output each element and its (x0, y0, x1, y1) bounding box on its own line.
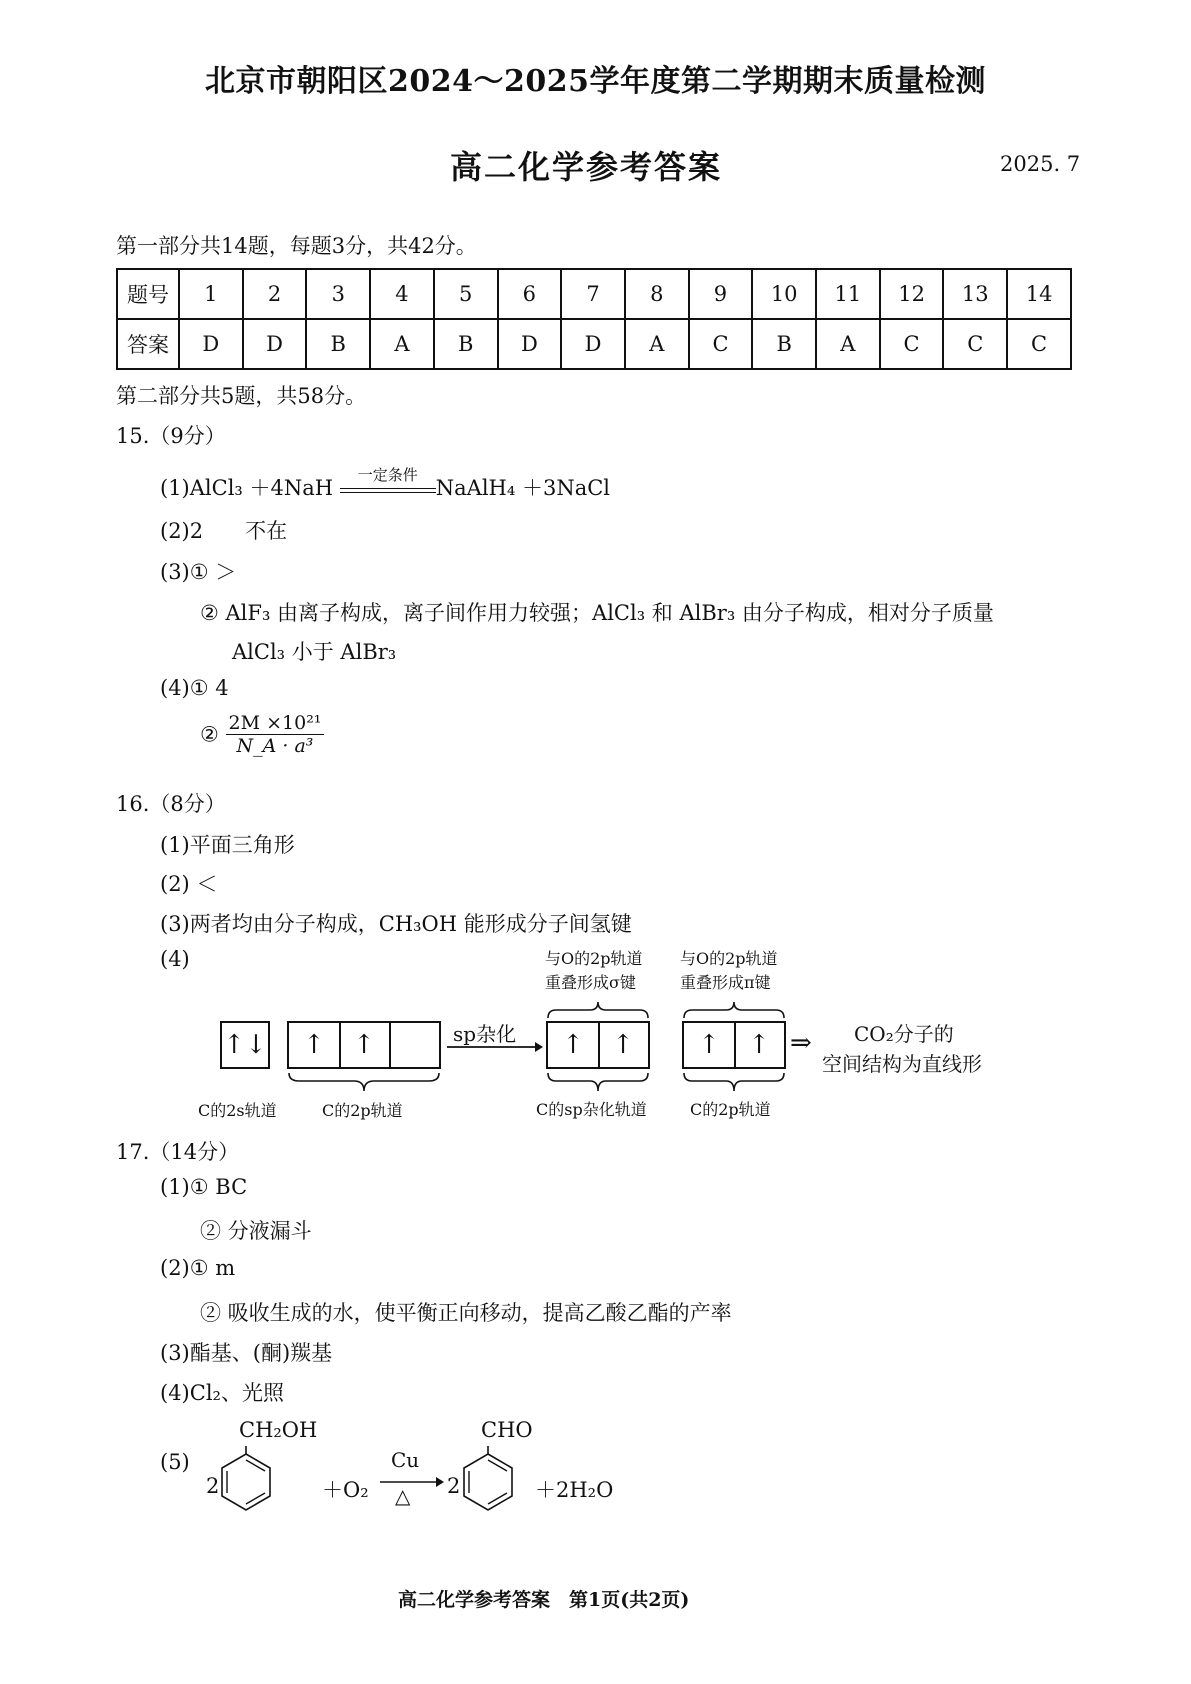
spin-up: ↑ (612, 1030, 634, 1060)
spin-up: ↑ (548, 1023, 600, 1067)
row-header-answer: 答案 (117, 319, 179, 369)
q15-answer-2: (2)2 不在 (160, 519, 288, 543)
q16-answer-4-label: (4) (160, 947, 190, 971)
table-cell: C (689, 319, 753, 369)
table-cell: 11 (816, 269, 880, 319)
q17-answer-1-2: ② 分液漏斗 (200, 1219, 312, 1243)
brace-sp-bottom (546, 1071, 650, 1093)
q17-heading: 17.（14分） (116, 1140, 240, 1164)
table-cell: C (943, 319, 1007, 369)
plus-water: ＋2H₂O (535, 1478, 614, 1502)
q16-answer-2: (2) ＜ (160, 872, 218, 896)
q17-answer-4: (4)Cl₂、光照 (160, 1381, 284, 1405)
brace-2p-right-top (682, 1000, 786, 1020)
q15-heading: 15.（9分） (116, 424, 226, 448)
table-cell: 8 (625, 269, 689, 319)
spin-pair: ↑↓ (223, 1030, 267, 1060)
c-2s-orbital-box (220, 1021, 270, 1069)
reaction-arrow (340, 465, 436, 502)
q15-a4-2-label: ② (200, 722, 219, 747)
table-cell: 6 (498, 269, 562, 319)
brace-2p-bottom (287, 1071, 441, 1093)
q17-answer-1-1: (1)① BC (160, 1175, 248, 1199)
table-cell: 4 (370, 269, 434, 319)
conclusion-line1: CO₂分子的 (854, 1022, 954, 1046)
c-2p-orbital-box (287, 1021, 441, 1069)
conclusion-line2: 空间结构为直线形 (822, 1052, 982, 1076)
q16-heading: 16.（8分） (116, 792, 226, 816)
implies-arrow: ⇒ (790, 1028, 812, 1058)
q15-a1-rhs: NaAlH₄ ＋3NaCl (435, 476, 611, 500)
coefficient-left: 2 (206, 1474, 220, 1498)
q17-answer-2-2: ② 吸收生成的水，使平衡正向移动，提高乙酸乙酯的产率 (200, 1301, 732, 1325)
spin-up: ↑ (339, 1023, 391, 1067)
q15-answer-4-2 (200, 712, 324, 757)
table-cell: 1 (179, 269, 243, 319)
table-cell: 7 (561, 269, 625, 319)
sigma-note-line2: 重叠形成σ键 (545, 973, 636, 992)
table-cell: B (306, 319, 370, 369)
c-2p-right-label: C的2p轨道 (690, 1100, 771, 1119)
benzene-ring-icon (458, 1446, 518, 1512)
table-cell: 13 (943, 269, 1007, 319)
c-2p-label: C的2p轨道 (322, 1101, 403, 1120)
q15-answer-4-1: (4)① 4 (160, 676, 229, 700)
benzene-ring-icon (216, 1446, 276, 1512)
fraction-denominator: N_A · a³ (236, 735, 314, 757)
c-sp-label: C的sp杂化轨道 (536, 1100, 647, 1119)
c-2p-orbital-box-right (682, 1021, 786, 1069)
table-cell: 3 (306, 269, 370, 319)
row-header-number: 题号 (117, 269, 179, 319)
table-cell: 9 (689, 269, 753, 319)
sp-hybridization-label: sp杂化 (453, 1022, 517, 1046)
spin-up: ↑ (748, 1030, 770, 1060)
fraction-numerator: 2M ×10²¹ (226, 712, 325, 735)
q16-answer-1: (1)平面三角形 (160, 833, 295, 857)
table-cell: C (880, 319, 944, 369)
substituent-cho: CHO (481, 1418, 533, 1442)
c-sp-orbital-box (546, 1021, 650, 1069)
document-date: 2025. 7 (1000, 152, 1081, 176)
q15-answer-3-1: (3)① ＞ (160, 560, 237, 584)
hybridization-arrow (447, 1040, 543, 1054)
c-2s-label: C的2s轨道 (198, 1101, 277, 1120)
table-cell: D (561, 319, 625, 369)
reaction-condition: 一定条件 (357, 465, 418, 484)
equals-line (340, 488, 436, 493)
part1-intro: 第一部分共14题，每题3分，共42分。 (116, 234, 477, 258)
document-subtitle: 高二化学参考答案 (450, 148, 723, 186)
spin-up: ↑ (289, 1023, 341, 1067)
table-cell: D (179, 319, 243, 369)
table-cell: D (243, 319, 307, 369)
table-cell: C (1007, 319, 1071, 369)
table-cell: 14 (1007, 269, 1071, 319)
page-footer: 高二化学参考答案 第1页(共2页) (398, 1589, 690, 1611)
pi-note-line1: 与O的2p轨道 (680, 949, 778, 968)
sigma-note-line1: 与O的2p轨道 (545, 949, 643, 968)
pi-note-line2: 重叠形成π键 (680, 973, 771, 992)
table-cell: 10 (752, 269, 816, 319)
spin-up: ↑ (684, 1023, 736, 1067)
q15-a1-lhs: AlCl₃ ＋4NaH (189, 476, 334, 500)
document-title: 北京市朝阳区2024～2025学年度第二学期期末质量检测 (205, 64, 986, 99)
table-cell: 2 (243, 269, 307, 319)
answer-table-answer-row (117, 319, 1071, 369)
q17-answer-5-label: (5) (160, 1450, 190, 1474)
table-cell: A (816, 319, 880, 369)
answer-table-number-row (117, 269, 1071, 319)
q15-a1-label: (1) (160, 476, 190, 500)
brace-2p-right-bottom (682, 1071, 786, 1093)
density-fraction (226, 712, 325, 757)
table-cell: 12 (880, 269, 944, 319)
table-cell: B (434, 319, 498, 369)
heat-symbol: △ (395, 1484, 411, 1508)
table-cell: A (370, 319, 434, 369)
table-cell: A (625, 319, 689, 369)
table-cell: B (752, 319, 816, 369)
brace-sp-top (546, 1000, 650, 1020)
part2-intro: 第二部分共5题，共58分。 (116, 384, 367, 408)
substituent-ch2oh: CH₂OH (239, 1418, 318, 1442)
catalyst-cu: Cu (391, 1448, 420, 1472)
q17-answer-3: (3)酯基、(酮)羰基 (160, 1341, 333, 1365)
q16-answer-3: (3)两者均由分子构成，CH₃OH 能形成分子间氢键 (160, 912, 632, 936)
reaction-arrow-cu (380, 1476, 444, 1488)
q15-answer-1 (160, 465, 611, 502)
table-cell: 5 (434, 269, 498, 319)
answer-table (116, 268, 1072, 370)
q15-answer-3-2-line2: AlCl₃ 小于 AlBr₃ (232, 640, 397, 664)
plus-oxygen: ＋O₂ (322, 1478, 369, 1502)
coefficient-right: 2 (447, 1474, 461, 1498)
q15-answer-3-2-line1: ② AlF₃ 由离子构成，离子间作用力较强；AlCl₃ 和 AlBr₃ 由分子构成，相对分子质量 (200, 601, 994, 625)
q17-answer-2-1: (2)① m (160, 1256, 236, 1280)
table-cell: D (498, 319, 562, 369)
